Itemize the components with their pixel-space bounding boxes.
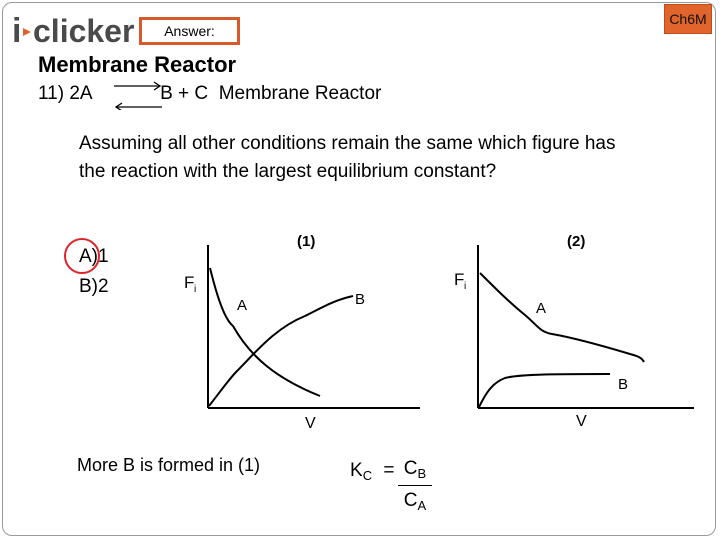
figure-2-ylabel: F xyxy=(454,270,465,289)
figure-1-curve-a xyxy=(210,268,320,396)
figure-2-xlabel: V xyxy=(576,413,587,430)
reaction-label: Membrane Reactor xyxy=(218,83,382,104)
conclusion-text: More B is formed in (1) xyxy=(77,455,261,475)
kc-num-sub: B xyxy=(417,466,427,481)
logo-arrow-icon xyxy=(23,28,31,36)
kc-symbol: K xyxy=(350,460,363,481)
choice-a-value: 1 xyxy=(98,246,109,267)
question-text: Assuming all other conditions remain the same which figure has the reaction with the largest equilibrium constant? xyxy=(79,133,616,182)
figure-1-xlabel: V xyxy=(305,415,316,432)
figure-1-ylabel: F xyxy=(184,273,195,292)
slide-title: Membrane Reactor xyxy=(38,52,237,77)
logo-i: i xyxy=(12,12,22,50)
kc-equals: = xyxy=(383,460,395,481)
choice-a-key: A) xyxy=(79,246,98,267)
kc-lhs xyxy=(350,460,394,483)
figure-1-curve-a-label: A xyxy=(237,297,248,314)
figure-2-curve-b-label: B xyxy=(618,376,629,393)
chapter-tag-label: Ch6M xyxy=(669,11,707,27)
figure-2-curve-a xyxy=(480,273,644,362)
choice-b[interactable] xyxy=(79,276,109,298)
kc-symbol-sub: C xyxy=(362,468,373,483)
choice-b-key: B) xyxy=(79,276,98,297)
reaction-line xyxy=(38,83,381,105)
figure-2-number: (2) xyxy=(567,233,586,250)
kc-denominator xyxy=(398,486,432,517)
choice-a[interactable] xyxy=(79,246,109,268)
figure-1-ysub: i xyxy=(194,284,197,295)
kc-numerator xyxy=(398,458,432,485)
figure-1-curve-b xyxy=(209,296,353,406)
figure-1 xyxy=(175,228,425,438)
kc-den-sub: A xyxy=(417,498,427,513)
chapter-tag xyxy=(664,4,712,34)
figure-1-number: (1) xyxy=(297,233,316,250)
iclicker-logo xyxy=(12,10,137,50)
reaction-products: B + C xyxy=(160,83,209,104)
figure-2-curve-a-label: A xyxy=(536,300,547,317)
figure-1-curve-b-label: B xyxy=(355,291,366,308)
answer-button[interactable] xyxy=(139,17,240,45)
kc-fraction xyxy=(398,458,432,517)
figure-2-curve-b xyxy=(479,374,610,407)
figure-2 xyxy=(450,228,700,438)
figure-2-ysub: i xyxy=(464,281,467,292)
reaction-number: 11) xyxy=(38,83,65,104)
kc-num-symbol: C xyxy=(403,458,418,479)
logo-clicker: clicker xyxy=(33,13,135,49)
answer-label: Answer: xyxy=(164,23,215,39)
kc-den-symbol: C xyxy=(403,490,418,511)
reaction-reactants: 2A xyxy=(69,83,92,104)
choice-b-value: 2 xyxy=(98,276,109,297)
equilibrium-arrows-icon xyxy=(110,80,166,110)
